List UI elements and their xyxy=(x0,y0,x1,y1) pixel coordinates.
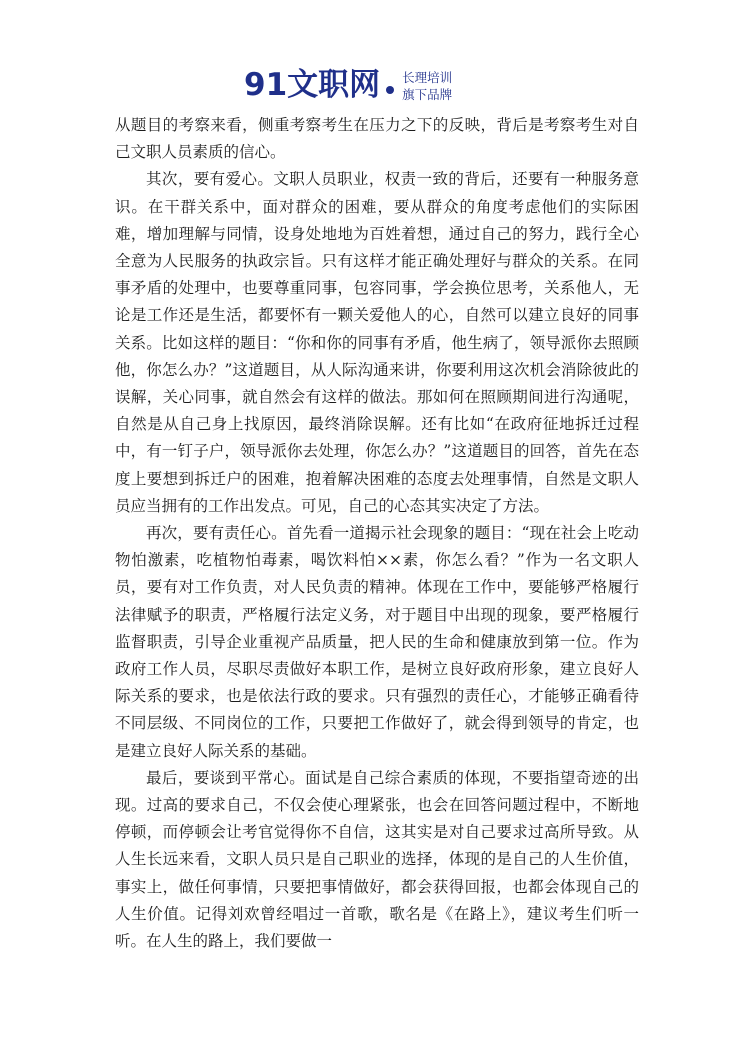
logo-title: 91文职网 xyxy=(244,67,381,103)
logo-tagline xyxy=(402,69,452,103)
article-body xyxy=(115,112,639,955)
logo-tagline-line1: 长理培训 xyxy=(402,70,453,85)
paragraph-responsibility: 再次，要有责任心。首先看一道揭示社会现象的题目：“现在社会上吃动物怕激素，吃植物怕毒素，喝饮料怕××素，你怎么看？”作为一名文职人员，要有对工作负责，对人民负责的精神。体现在工作中，要能够严格履行法律赋予的职责，严格履行法定义务，对于题目中出现的现象，要严格履行监督职责，引导企业重视产品质量，把人民的生命和健康放到第一位。作为政府工作人员，尽职尽责做好本职工作，是树立良好政府形象，建立良好人际关系的要求，也是依法行政的要求。只有强烈的责任心，才能够正确看待不同层级、不同岗位的工作，只要把工作做好了，就会得到领导的肯定，也是建立良好人际关系的基础。 xyxy=(115,524,639,760)
logo-tagline-line2: 旗下品牌 xyxy=(402,87,453,102)
paragraph-compassion: 其次，要有爱心。文职人员职业，权责一致的背后，还要有一种服务意识。在干群关系中，面对群众的困难，要从群众的角度考虑他们的实际困难，增加理解与同情，设身处地地为百姓着想，通过自己的努力，践行全心全意为人民服务的执政宗旨。只有这样才能正确处理好与群众的关系。在同事矛盾的处理中，也要尊重同事，包容同事，学会换位思考，关系他人，无论是工作还是生活，都要怀有一颗关爱他人的心，自然可以建立良好的同事关系。比如这样的题目：“你和你的同事有矛盾，他生病了，领导派你去照顾他，你怎么办？”这道题目，从人际沟通来讲，你要利用这次机会消除彼此的误解，关心同事，就自然会有这样的做法。那如何在照顾期间进行沟通呢，自然是从自己身上找原因，最终消除误解。还有比如“在政府征地拆迁过程中，有一钉子户，领导派你去处理，你怎么办？”这道题目的回答，首先在态度上要想到拆迁户的困难，抱着解决困难的态度去处理事情，自然是文职人员应当拥有的工作出发点。可见，自己的心态其实决定了方法。 xyxy=(115,170,639,515)
paragraph-continuation: 从题目的考察来看，侧重考察考生在压力之下的反映，背后是考察考生对自己文职人员素质的信心。 xyxy=(115,116,639,162)
brand-logo xyxy=(244,62,452,108)
paragraph-composure: 最后，要谈到平常心。面试是自己综合素质的体现，不要指望奇迹的出现。过高的要求自己，不仅会使心理紧张，也会在回答问题过程中，不断地停顿，而停顿会让考官觉得你不自信，这其实是对自己要求过高所导致。从人生长远来看，文职人员只是自己职业的选择，体现的是自己的人生价值，事实上，做任何事情，只要把事情做好，都会获得回报，也都会体现自己的人生价值。记得刘欢曾经唱过一首歌，歌名是《在路上》，建议考生们听一听。在人生的路上，我们要做一 xyxy=(115,768,639,951)
logo-dot-icon xyxy=(386,86,394,94)
